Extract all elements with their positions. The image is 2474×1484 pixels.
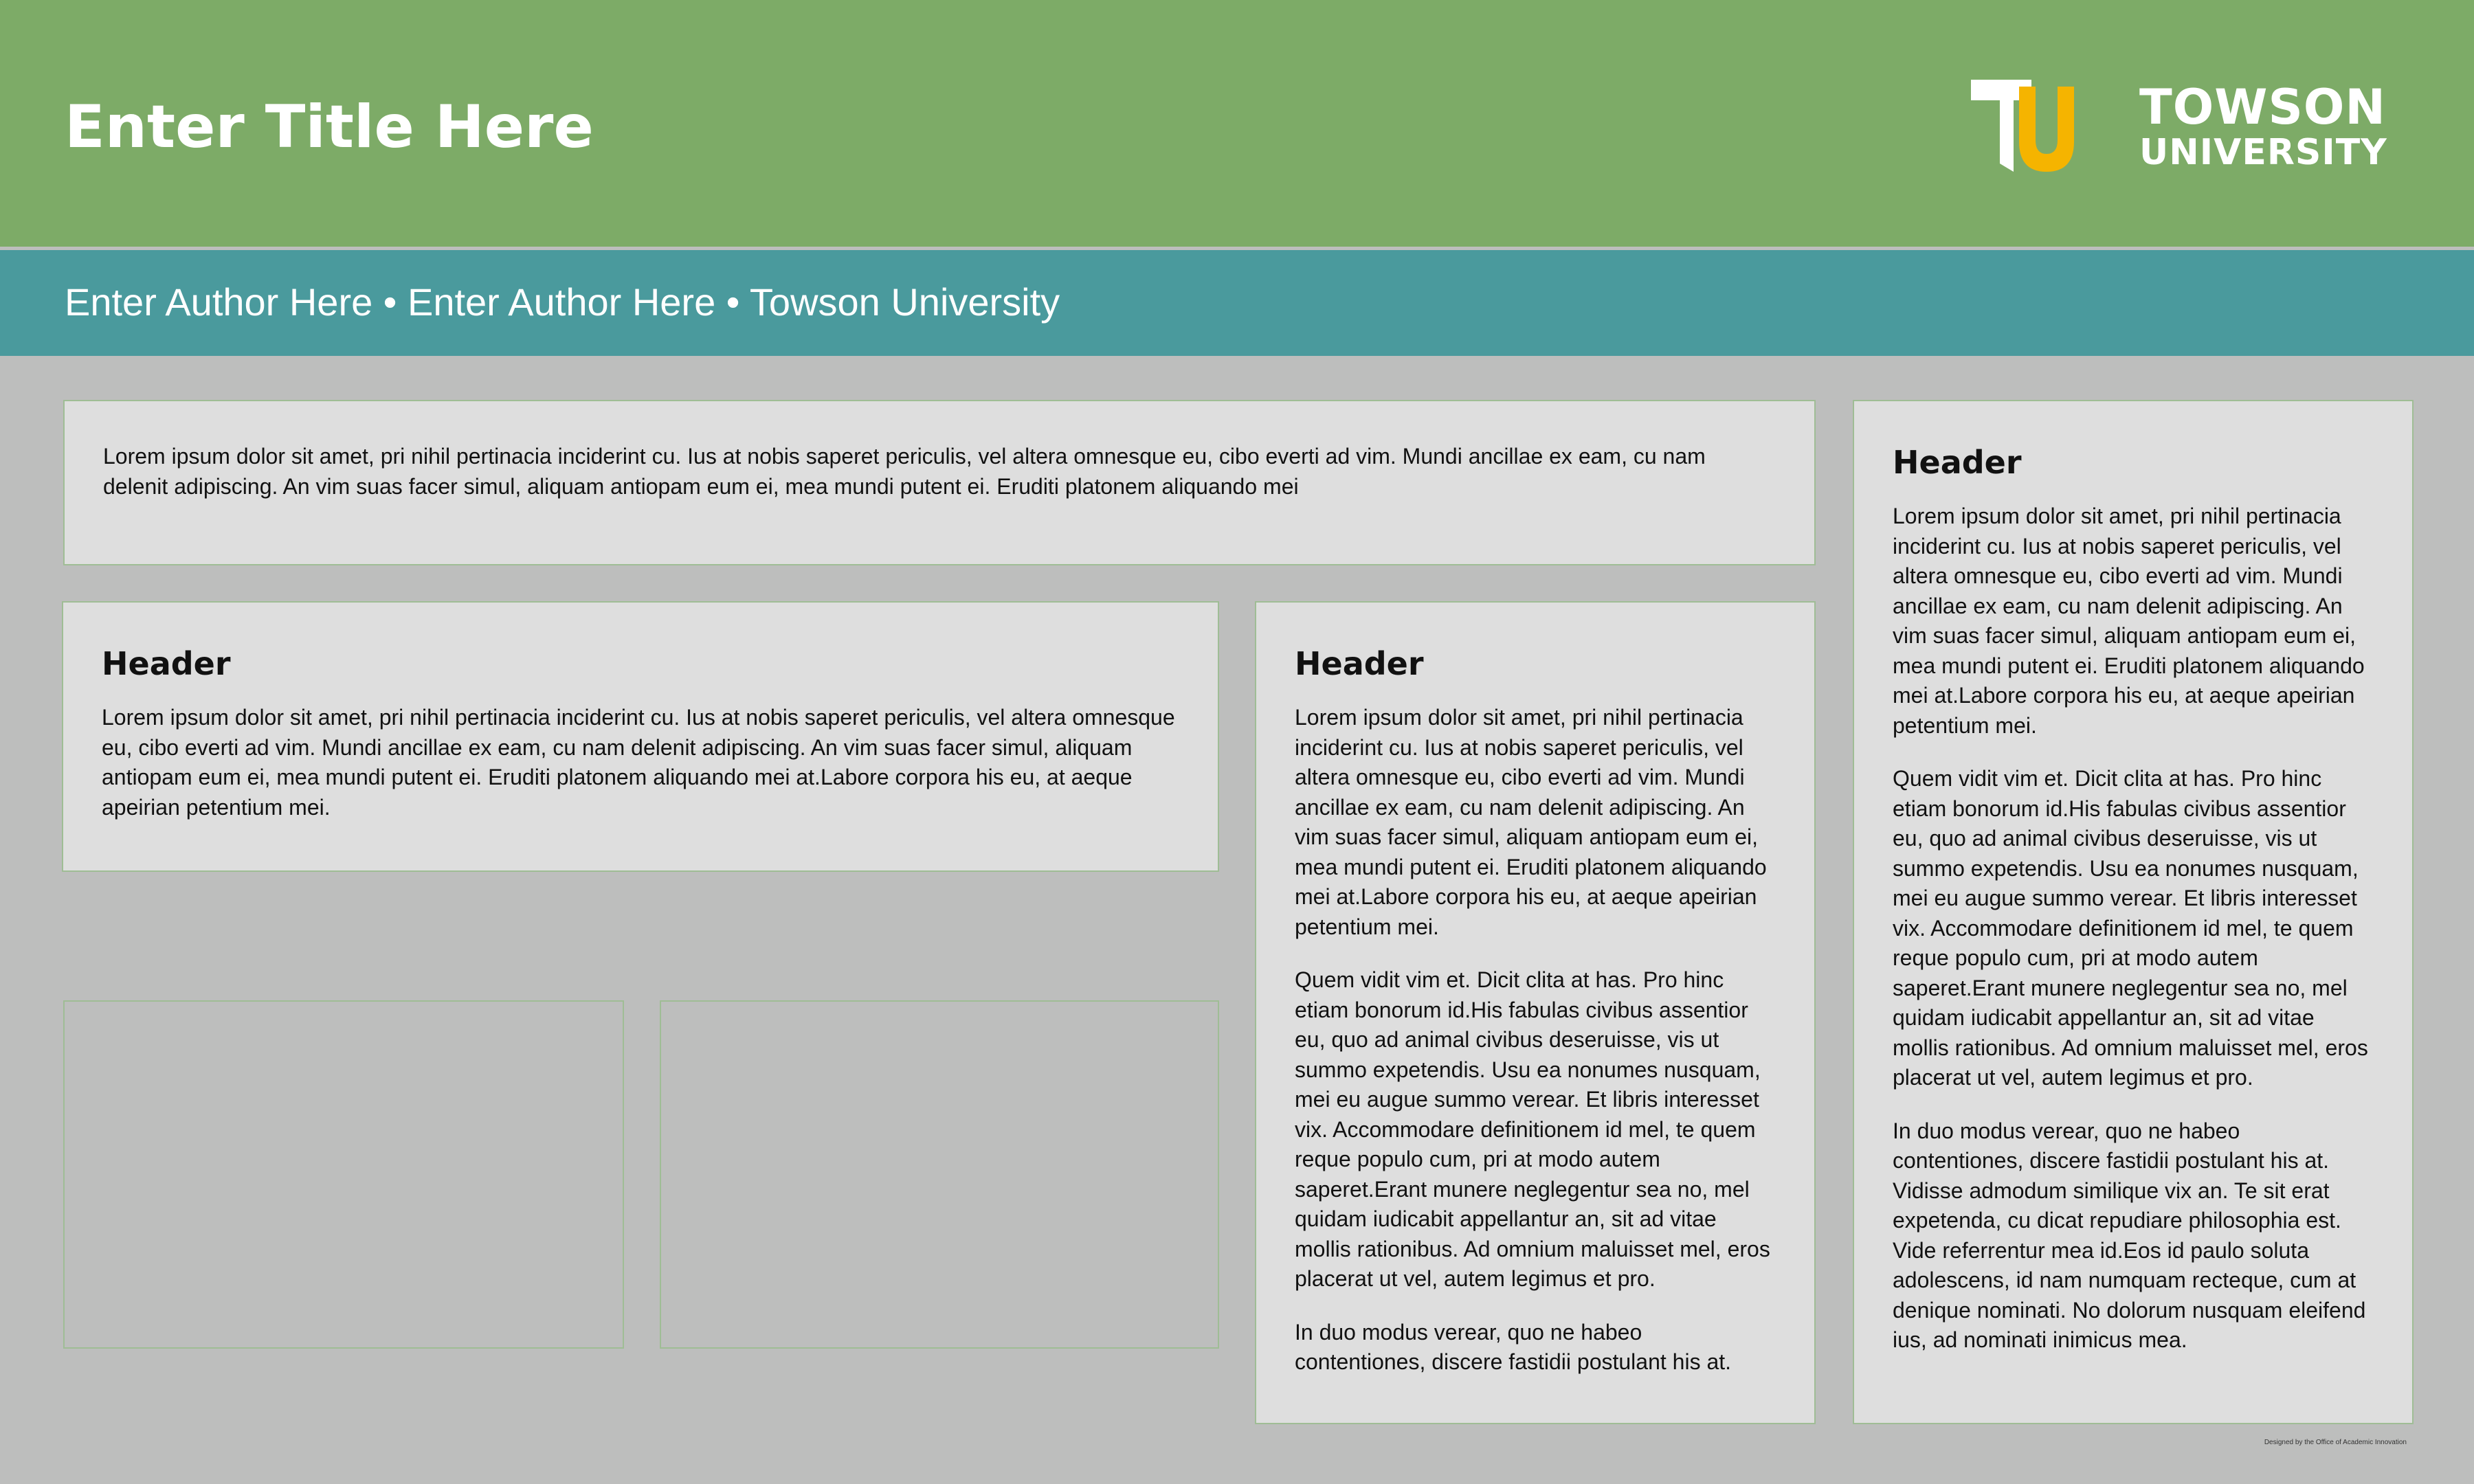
intro-panel bbox=[63, 400, 1816, 565]
towson-university-logo bbox=[1971, 79, 2387, 176]
logo-word-university: UNIVERSITY bbox=[2139, 132, 2387, 173]
left-section-panel bbox=[62, 601, 1219, 872]
section-paragraph: Quem vidit vim et. Dicit clita at has. Pro hinc etiam bonorum id.His fabulas civibus assentior eu, quo ad animal civibus deseruisse, vis ut summo expetendis. Usu ea nonumes nusquam, mei eu augue summo verear. Et libris interesset vix. Accommodare definitionem id mel, te quem reque populo cum, pri at modo autem saperet.Erant munere neglegentur sea no, mel quidam iudicabit appellantur an, sit ad vitae mollis rationibus. Ad omnium maluisset mel, eros placerat ut vel, autem legimus et pro. bbox=[1893, 766, 2368, 1090]
section-header: Header bbox=[1893, 444, 2022, 481]
section-header: Header bbox=[102, 645, 231, 682]
section-paragraph: Lorem ipsum dolor sit amet, pri nihil pertinacia inciderint cu. Ius at nobis saperet periculis, vel altera omnesque eu, cibo everti ad vim. Mundi ancillae ex eam, cu nam delenit adipiscing. An vim suas facer simul, aliquam antiopam eum ei, mea mundi putent ei. Eruditi platonem aliquando mei at.Labore corpora his eu, at aeque apeirian petentium mei. bbox=[102, 705, 1175, 820]
section-paragraph: Quem vidit vim et. Dicit clita at has. Pro hinc etiam bonorum id.His fabulas civibus assentior eu, quo ad animal civibus deseruisse, vis ut summo expetendis. Usu ea nonumes nusquam, mei eu augue summo verear. Et libris interesset vix. Accommodare definitionem id mel, te quem reque populo cum, pri at modo autem saperet.Erant munere neglegentur sea no, mel quidam iudicabit appellantur an, sit ad vitae mollis rationibus. Ad omnium maluisset mel, eros placerat ut vel, autem legimus et pro. bbox=[1295, 967, 1770, 1291]
section-paragraph: In duo modus verear, quo ne habeo contentiones, discere fastidii postulant his at. Vidisse admodum similique vix an. Te sit erat expetenda, cu dicat repudiare philosophia est. Vide referrentur mea id.Eos id paulo soluta adolescens, id nam numquam recteque, cum at denique nominati. No dolorum nusquam eleifend ius, ad nominati inimicus mea. bbox=[1893, 1118, 2366, 1352]
tu-logo-mark bbox=[1971, 80, 2074, 172]
section-paragraph: In duo modus verear, quo ne habeo contentiones, discere fastidii postulant his at. bbox=[1295, 1319, 1732, 1374]
intro-text: Lorem ipsum dolor sit amet, pri nihil pertinacia inciderint cu. Ius at nobis saperet periculis, vel altera omnesque eu, cibo everti ad vim. Mundi ancillae ex eam, cu nam delenit adipiscing. An vim suas facer simul, aliquam antiopam eum ei, mea mundi putent ei. Eruditi platonem aliquando mei bbox=[103, 444, 1706, 499]
section-header: Header bbox=[1295, 645, 1424, 682]
section-paragraph: Lorem ipsum dolor sit amet, pri nihil pertinacia inciderint cu. Ius at nobis saperet periculis, vel altera omnesque eu, cibo everti ad vim. Mundi ancillae ex eam, cu nam delenit adipiscing. An vim suas facer simul, aliquam antiopam eum ei, mea mundi putent ei. Eruditi platonem aliquando mei at.Labore corpora his eu, at aeque apeirian petentium mei. bbox=[1893, 504, 2365, 738]
right-section-panel bbox=[1853, 400, 2414, 1424]
logo-word-towson: TOWSON bbox=[2139, 79, 2386, 135]
image-placeholder-2 bbox=[660, 1000, 1219, 1349]
section-paragraph: Lorem ipsum dolor sit amet, pri nihil pertinacia inciderint cu. Ius at nobis saperet periculis, vel altera omnesque eu, cibo everti ad vim. Mundi ancillae ex eam, cu nam delenit adipiscing. An vim suas facer simul, aliquam antiopam eum ei, mea mundi putent ei. Eruditi platonem aliquando mei at.Labore corpora his eu, at aeque apeirian petentium mei. bbox=[1295, 705, 1767, 939]
designer-credit: Designed by the Office of Academic Innovation bbox=[2264, 1439, 2407, 1446]
image-placeholder-1 bbox=[63, 1000, 624, 1349]
middle-section-panel bbox=[1255, 601, 1816, 1424]
authors-line: Enter Author Here • Enter Author Here • Towson University bbox=[65, 280, 1060, 324]
poster-title: Enter Title Here bbox=[65, 93, 594, 161]
